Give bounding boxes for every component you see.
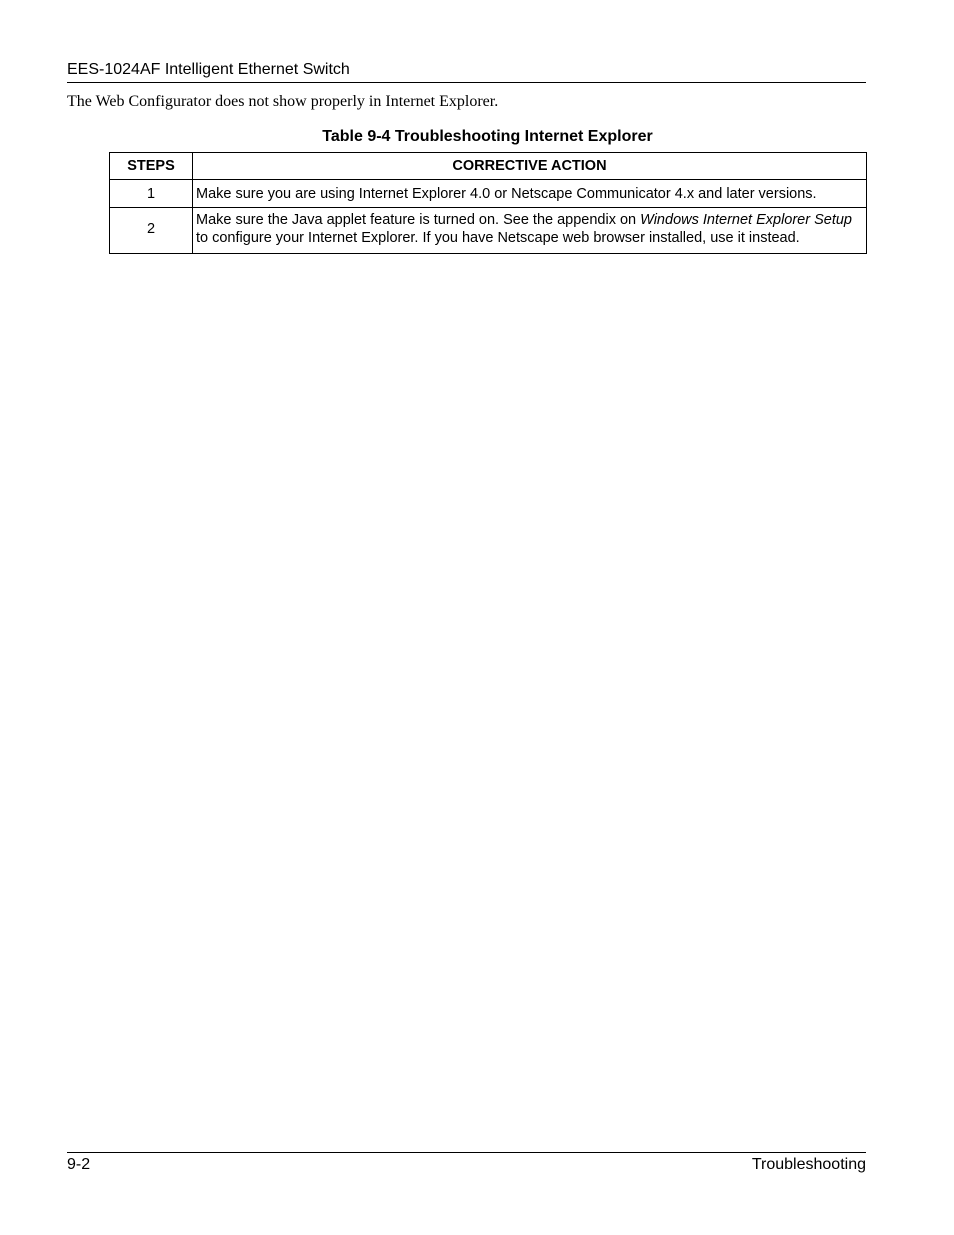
table-caption: Table 9-4 Troubleshooting Internet Explorer xyxy=(322,128,653,145)
appendix-reference: Windows Internet Explorer Setup xyxy=(640,212,852,228)
column-header-steps: STEPS xyxy=(110,153,193,180)
document-title: EES-1024AF Intelligent Ethernet Switch xyxy=(67,61,350,78)
table-row xyxy=(110,208,867,254)
chapter-name: Troubleshooting xyxy=(751,1156,866,1173)
action-text: to configure your Internet Explorer. If you have Netscape web browser installed, use it instead. xyxy=(196,230,800,246)
intro-paragraph: The Web Configurator does not show properly in Internet Explorer. xyxy=(67,93,499,110)
page-footer xyxy=(67,1152,866,1175)
corrective-action: Make sure you are using Internet Explorer 4.0 or Netscape Communicator 4.x and later versions. xyxy=(193,180,867,208)
action-text: Make sure the Java applet feature is turned on. See the appendix on xyxy=(196,212,641,228)
step-number: 1 xyxy=(110,180,193,208)
page-header xyxy=(67,60,866,83)
page-number: 9-2 xyxy=(67,1156,91,1173)
column-header-corrective-action: CORRECTIVE ACTION xyxy=(193,153,867,180)
corrective-action xyxy=(193,208,867,254)
table-row xyxy=(110,180,867,208)
step-number: 2 xyxy=(110,208,193,254)
troubleshooting-table xyxy=(109,152,867,254)
table-header-row xyxy=(110,153,867,180)
